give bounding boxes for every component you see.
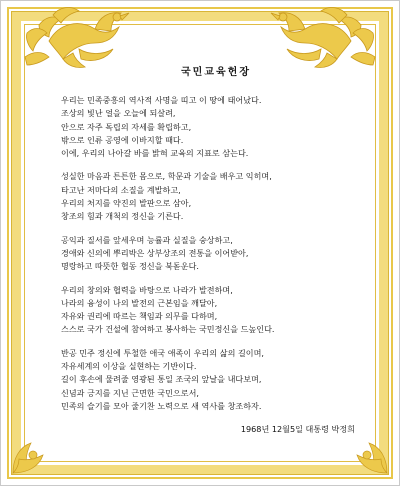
text-line: 우리는 민족중흥의 역사적 사명을 띠고 이 땅에 태어났다. [61,95,262,105]
text-line: 경애와 신의에 뿌리박은 상부상조의 전통을 이어받아, [61,247,249,258]
text-line: 타고난 저마다의 소질을 계발하고, [61,184,181,195]
text-line: 이에, 우리의 나아갈 바를 밝혀 교육의 지표로 삼는다. [61,148,249,159]
signature-line: 1968년 12월5일 대통령 박정희 [240,424,355,435]
text-line: 명랑하고 따뜻한 협동 정신을 북돋운다. [61,261,199,272]
document-title: 국민교육헌장 [181,67,251,78]
text-line: 공익과 질서를 앞세우며 능률과 실질을 숭상하고, [61,234,233,245]
text-line: 신념과 긍지를 지닌 근면한 국민으로서, [61,387,199,398]
text-line: 성실한 마음과 튼튼한 몸으로, 학문과 기술을 배우고 익히며, [61,171,272,182]
text-line: 반공 민주 정신에 투철한 애국 애족이 우리의 삶의 길이며, [61,347,264,358]
paragraph-1 [61,94,361,160]
corner-flourish-right-icon [345,431,391,477]
text-line: 조상의 빛난 얼을 오늘에 되살려, [61,108,176,119]
corner-flourish-left-icon [9,431,55,477]
paragraph-3 [61,234,361,274]
charter-content [61,63,361,436]
text-line: 우리의 처지를 약진의 발판으로 삼아, [61,198,192,209]
text-line: 스스로 국가 건설에 참여하고 봉사하는 국민정신을 드높인다. [61,324,275,335]
text-line: 우리의 창의와 협력을 바탕으로 나라가 발전하며, [61,284,233,295]
paragraph-4 [61,284,361,337]
text-line: 창조의 힘과 개척의 정신을 기른다. [61,211,184,222]
text-line: 자유와 권리에 따르는 책임과 의무를 다하며, [61,311,218,322]
paragraph-5 [61,347,361,413]
text-line: 안으로 자주 독립의 자세를 확립하고, [61,121,192,132]
text-line: 민족의 슬기를 모아 줄기찬 노력으로 새 역사를 창조하자. [61,400,262,411]
text-line: 밖으로 인류 공영에 이바지할 때다. [61,134,184,145]
text-line: 길이 후손에 물려줄 영광된 통일 조국의 앞날을 내다보며, [61,374,262,385]
text-line: 자유세계의 이상을 실현하는 기반이다. [61,361,197,372]
text-line: 나라의 융성이 나의 발전의 근본임을 깨달아, [61,297,218,308]
paragraph-2 [61,170,361,223]
